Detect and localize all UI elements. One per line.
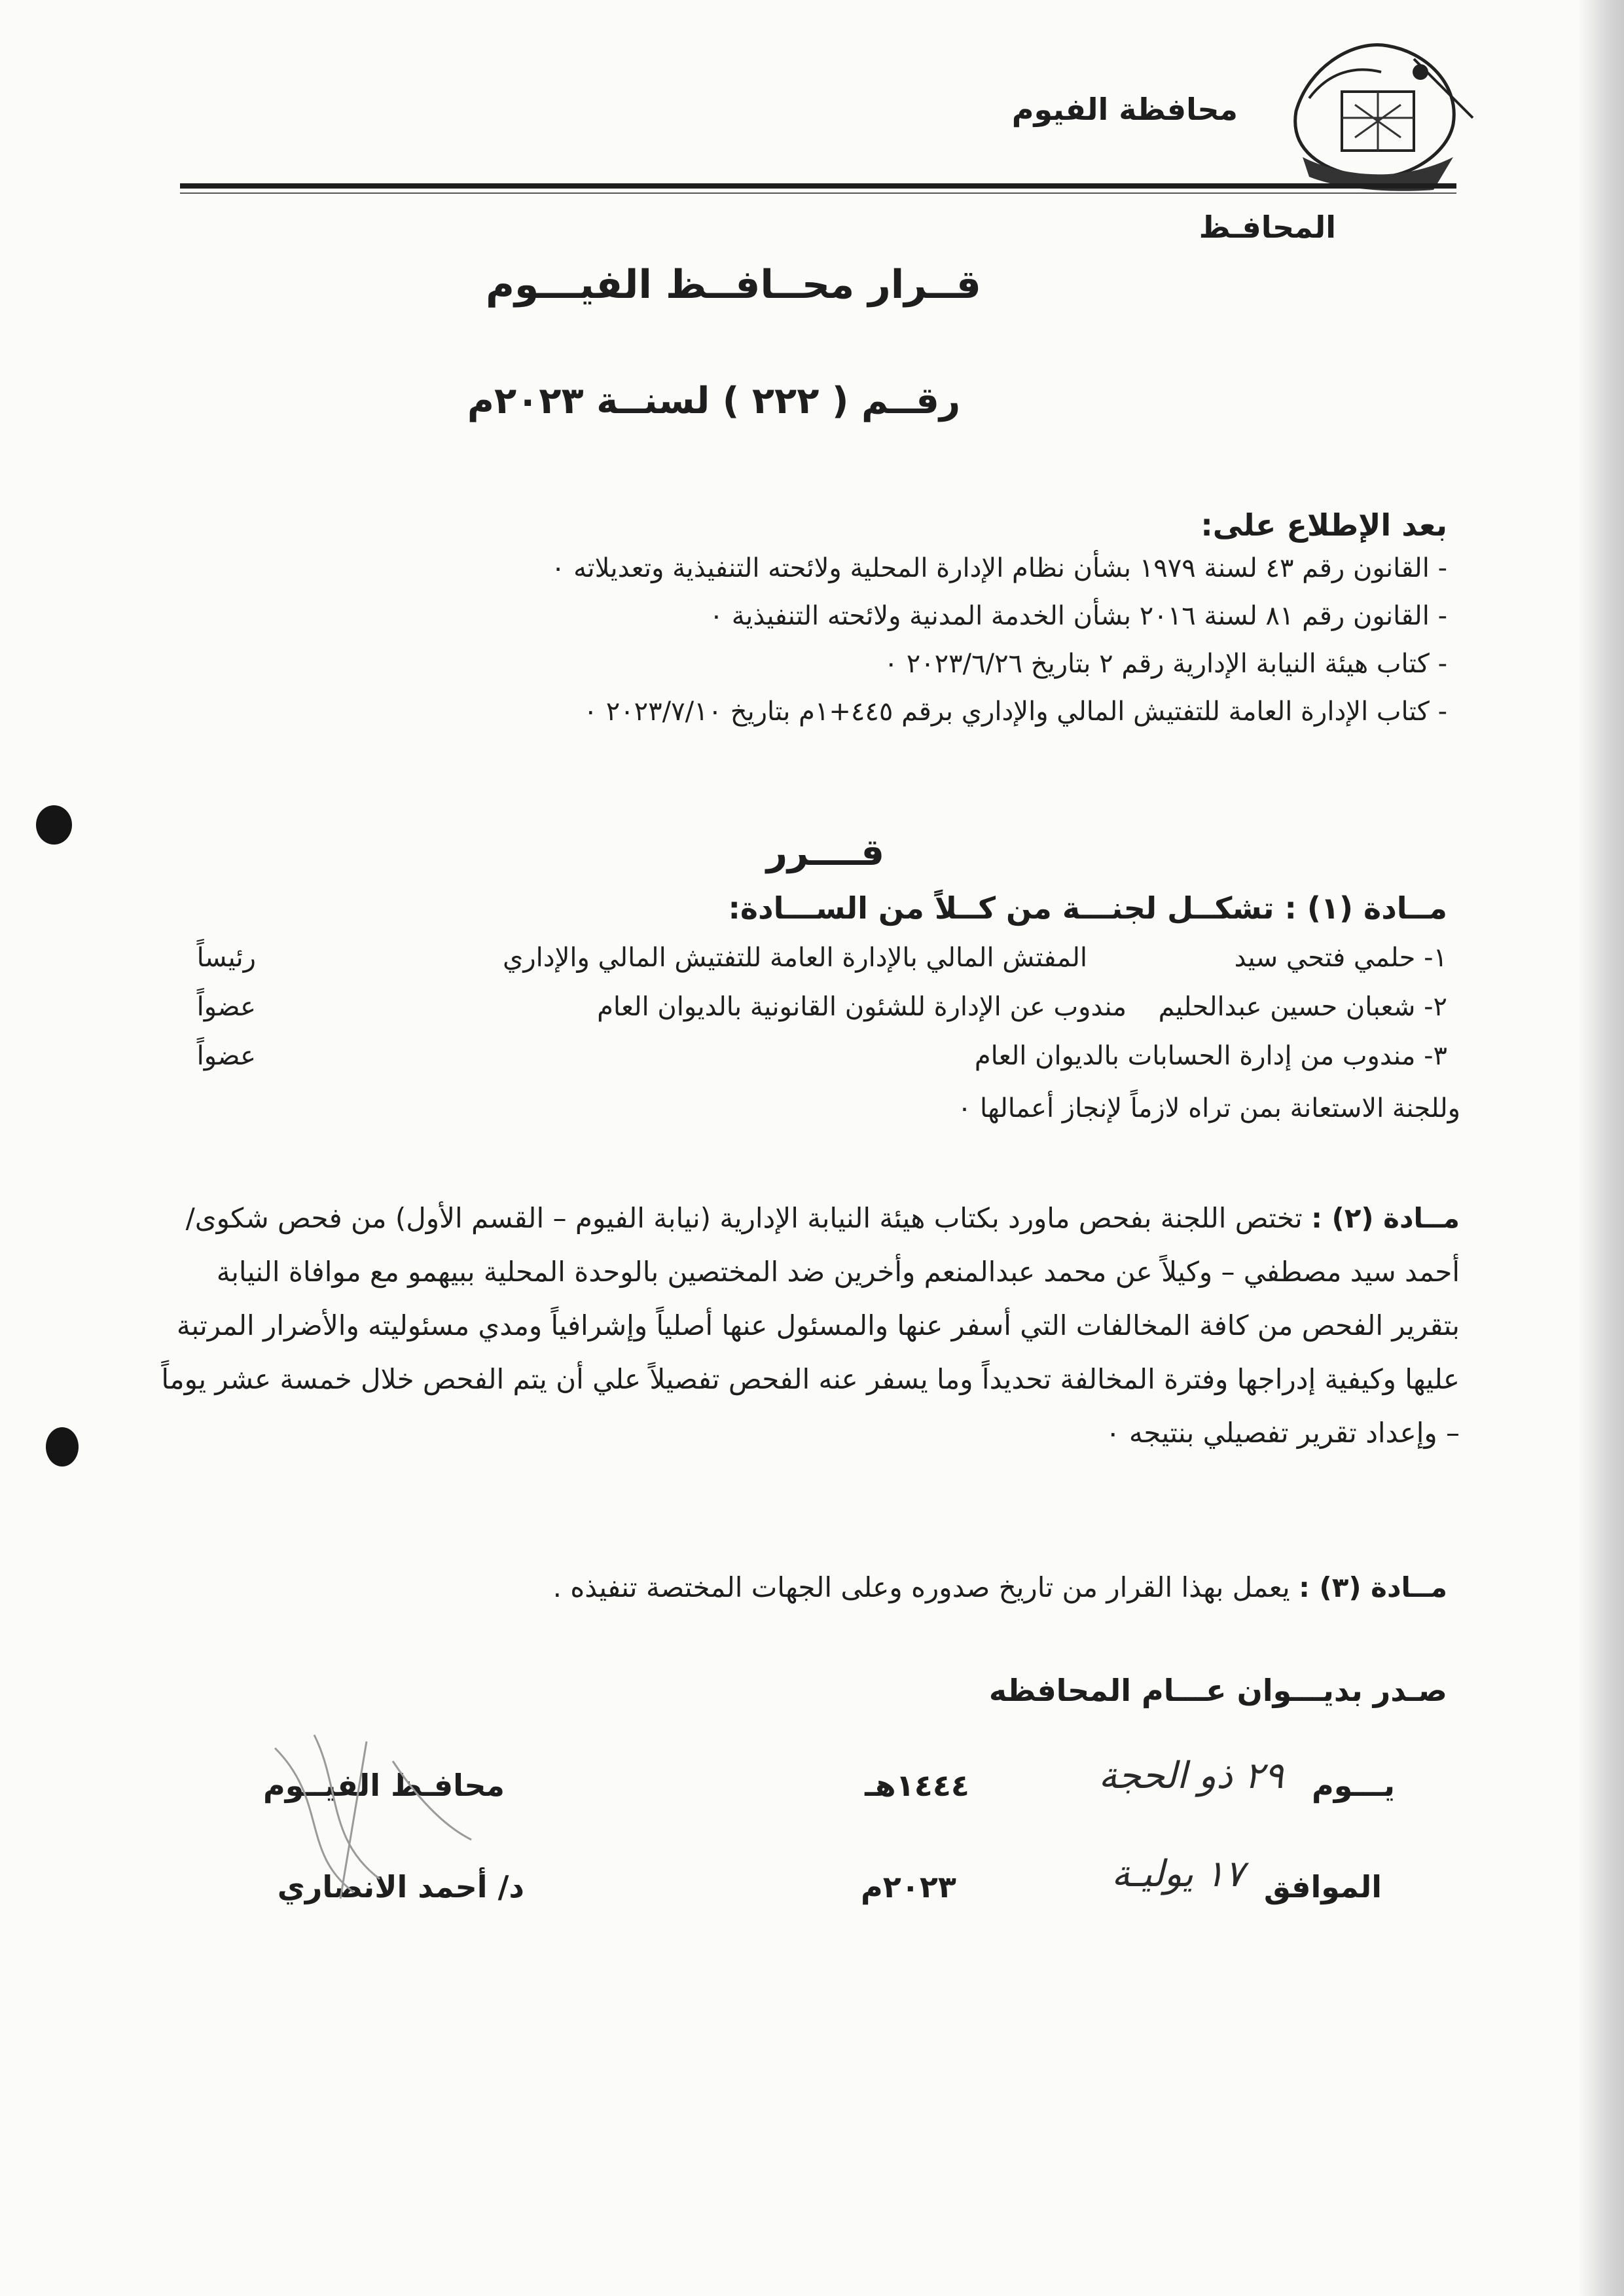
article2-text: تختص اللجنة بفحص ماورد بكتاب هيئة النيابة الإدارية (نيابة الفيوم – القسم الأول) من فحص شكوى/ أحمد سيد مصطفي – وكيلاً عن محمد عبدالمنعم وأخرين ضد المختصين بالوحدة المحلية ببيهمو مع موافاة النيابة بتقرير الفحص من كافة المخالفات التي أسفر عنها والمسئول عنها أصلياً وإشرافياً ومدي مسئوليته والأضرار المرتبة عليها وكيفية إدراجها وفترة المخالفة تحديداً وما يسفر عنه الفحص تفصيلاً علي أن يتم الفحص خلال خمسة عشر يوماً – وإعداد تقرير تفصيلي بنتيجه ٠ xyxy=(161,1202,1460,1449)
handwritten-signature-icon xyxy=(249,1722,484,1918)
day-label: يـــوم xyxy=(1312,1768,1395,1803)
handwritten-gregorian-date: ١٧ يوليـة xyxy=(1111,1853,1244,1895)
issued-line: صـدر بديـــوان عـــام المحافظه xyxy=(988,1673,1447,1708)
decision-heading: قــــرر xyxy=(766,831,884,874)
member-name: ٣- مندوب من إدارة الحسابات بالديوان العام xyxy=(974,1041,1447,1071)
gregorian-year: ٢٠٢٣م xyxy=(860,1869,956,1904)
preamble-heading: بعد الإطلاع على: xyxy=(1200,507,1447,543)
signature-title: محافـظ الفيــوم xyxy=(263,1768,505,1803)
article1-note: وللجنة الاستعانة بمن تراه لازماً لإنجاز أعمالها ٠ xyxy=(957,1093,1460,1123)
member-title: مندوب عن الإدارة للشئون القانونية بالديوان العام xyxy=(597,992,1127,1022)
handwritten-hijri-date: ٢٩ ذو الحجة xyxy=(1098,1755,1284,1797)
governorate-name: محافظة الفيوم xyxy=(1011,92,1238,127)
decision-title: قــرار محــافــظ الفيـــوم xyxy=(486,262,981,308)
preamble-item: - القانون رقم ٨١ لسنة ٢٠١٦ بشأن الخدمة المدنية ولائحته التنفيذية ٠ xyxy=(709,601,1447,631)
office-label: المحافـظ xyxy=(1199,210,1336,245)
article3-heading: مــادة (٣) : xyxy=(1299,1571,1447,1603)
preamble-item: - كتاب هيئة النيابة الإدارية رقم ٢ بتاريخ ٢٠٢٣/٦/٢٦ ٠ xyxy=(884,649,1447,679)
member-role: رئيساً xyxy=(196,943,256,973)
member-title: المفتش المالي بالإدارة العامة للتفتيش المالي والإداري xyxy=(503,943,1087,973)
article2-heading: مــادة (٢) : xyxy=(1311,1202,1460,1234)
member-role: عضواً xyxy=(196,1041,256,1071)
hijri-year: ١٤٤٤هـ xyxy=(865,1768,969,1803)
scan-edge-shadow xyxy=(1578,0,1624,2296)
article3-text: يعمل بهذا القرار من تاريخ صدوره وعلى الجهات المختصة تنفيذه . xyxy=(552,1571,1290,1603)
punch-hole xyxy=(46,1427,79,1467)
article1-heading: مــادة (١) : تشكــل لجنـــة من كــلاً من الســـادة: xyxy=(728,890,1447,926)
decision-number: رقــم ( ٢٢٢ ) لسنــة ٢٠٢٣م xyxy=(467,380,961,422)
member-role: عضواً xyxy=(196,992,256,1022)
article2 xyxy=(144,1192,1460,1460)
header-divider xyxy=(180,183,1456,189)
member-name: ٢- شعبان حسين عبدالحليم xyxy=(1158,992,1447,1022)
header-divider-thin xyxy=(180,192,1456,194)
preamble-item: - القانون رقم ٤٣ لسنة ١٩٧٩ بشأن نظام الإدارة المحلية ولائحته التنفيذية وتعديلاته ٠ xyxy=(550,553,1447,583)
punch-hole xyxy=(36,805,72,845)
preamble-item: - كتاب الإدارة العامة للتفتيش المالي والإداري برقم ٤٤٥+١م بتاريخ ٢٠٢٣/٧/١٠ ٠ xyxy=(583,697,1447,727)
article3 xyxy=(553,1571,1447,1603)
member-name: ١- حلمي فتحي سيد xyxy=(1234,943,1447,973)
signatory-name: د/ أحمد الانصاري xyxy=(277,1869,524,1904)
corresponding-label: الموافق xyxy=(1263,1869,1382,1904)
governorate-emblem-icon xyxy=(1283,26,1479,196)
